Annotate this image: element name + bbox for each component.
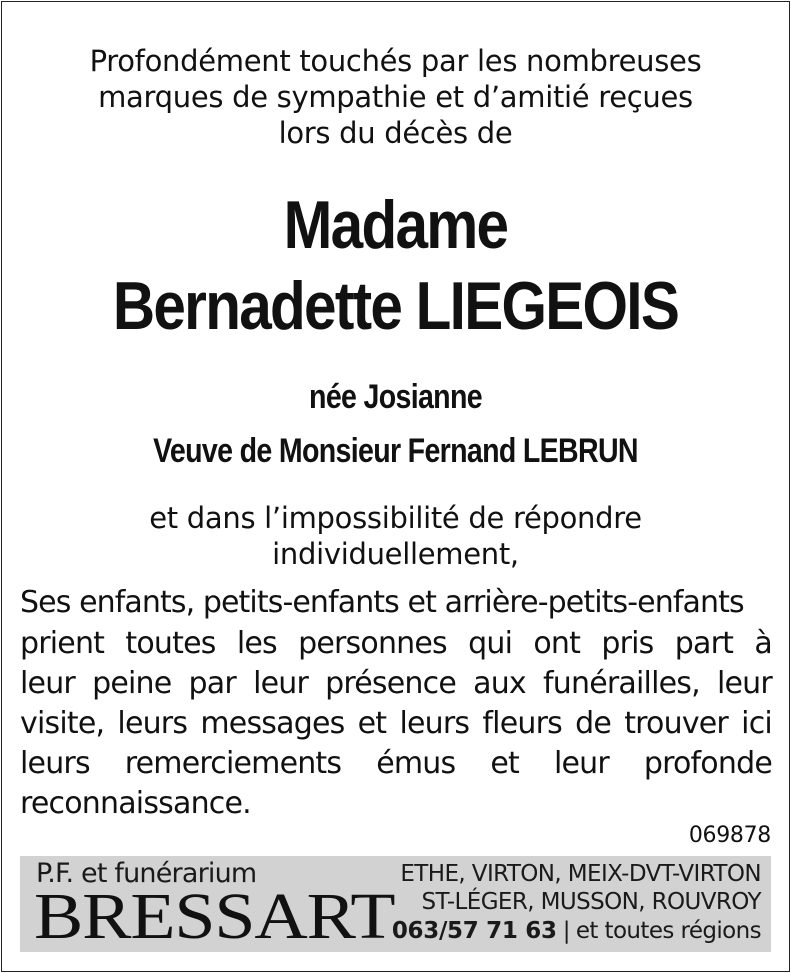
word: profonde	[643, 746, 772, 781]
word: toutes	[125, 626, 216, 661]
word: à	[754, 626, 772, 661]
phone-number: 063/57 71 63	[391, 918, 557, 944]
word: aux	[473, 666, 526, 701]
funeral-home-subtitle: P.F. et funérarium	[36, 858, 257, 889]
deceased-name: Bernadette LIEGEOIS	[112, 268, 679, 344]
word: par	[188, 666, 236, 701]
word: leurs	[399, 706, 470, 741]
word: leur	[716, 666, 772, 701]
word: les	[236, 626, 277, 661]
word: part	[674, 626, 734, 661]
word: émus	[376, 746, 456, 781]
birth-name: née Josianne	[309, 378, 482, 416]
word: fleurs	[482, 706, 562, 741]
word: visite,	[20, 706, 105, 741]
word: de	[575, 706, 612, 741]
paragraph-line	[20, 704, 772, 744]
word: et	[490, 746, 519, 781]
intro-line: Profondément touchés par les nombreuses	[89, 44, 702, 78]
word: leurs	[117, 706, 188, 741]
separator: |	[562, 918, 570, 944]
thanks-paragraph	[20, 624, 772, 824]
word: présence	[325, 666, 456, 701]
regions-text: et toutes régions	[575, 918, 761, 944]
word: trouver	[624, 706, 728, 741]
widow-of: Veuve de Monsieur Fernand LEBRUN	[153, 432, 638, 470]
middle-text	[0, 500, 791, 572]
paragraph-line	[20, 624, 772, 664]
word: messages	[200, 706, 345, 741]
address-line: ETHE, VIRTON, MEIX-DVT-VIRTON	[400, 861, 761, 887]
reference-number: 069878	[688, 823, 771, 848]
funeral-home-logo: BRESSART	[34, 880, 395, 952]
contact-line	[392, 917, 761, 945]
funeral-home-banner	[20, 856, 771, 952]
word: et	[357, 706, 387, 741]
word: funérailles,	[543, 666, 700, 701]
word: qui	[468, 626, 513, 661]
paragraph-line	[20, 744, 772, 784]
deceased-title: Madame	[283, 187, 508, 263]
address-line: ST-LÉGER, MUSSON, ROUVROY	[421, 889, 761, 915]
word: peine	[92, 666, 172, 701]
word: leur	[20, 666, 75, 701]
intro-text	[0, 43, 791, 151]
word: personnes	[298, 626, 447, 661]
word: leur	[253, 666, 309, 701]
middle-line: et dans l’impossibilité de répondre	[149, 501, 642, 535]
word: prient	[20, 626, 105, 661]
intro-line: marques de sympathie et d’amitié reçues	[98, 80, 693, 114]
paragraph-last-line: reconnaissance.	[20, 786, 251, 821]
word: ont	[533, 626, 581, 661]
word: ici	[741, 706, 772, 741]
family-line: Ses enfants, petits-enfants et arrière-petits-enfants	[20, 585, 744, 620]
intro-line: lors du décès de	[278, 116, 513, 150]
word: leur	[553, 746, 609, 781]
middle-line: individuellement,	[272, 537, 519, 571]
word: leurs	[20, 746, 90, 781]
paragraph-line	[20, 664, 772, 704]
word: remerciements	[124, 746, 342, 781]
word: pris	[601, 626, 654, 661]
